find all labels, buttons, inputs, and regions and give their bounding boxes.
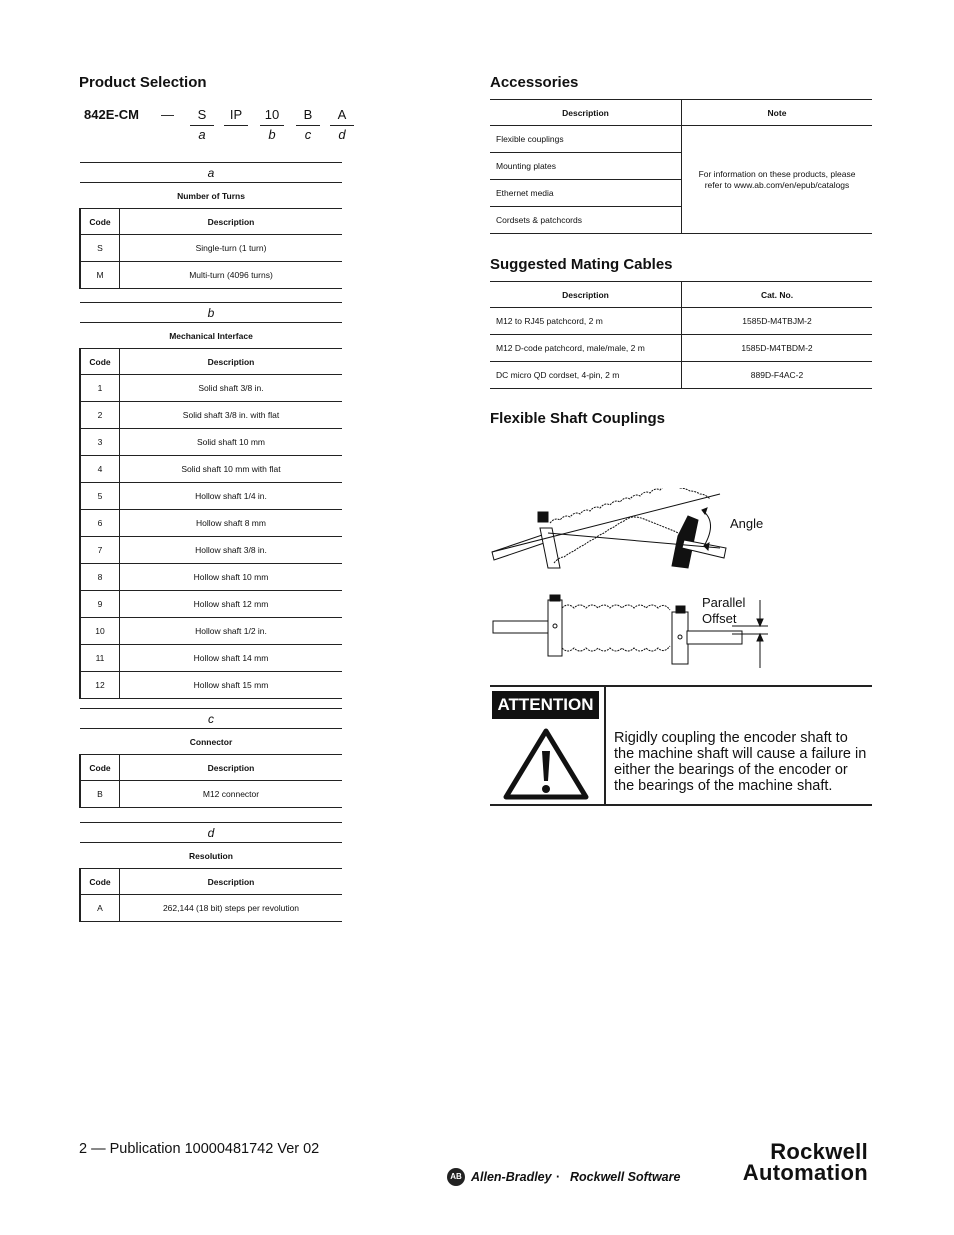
rockwell-logo-line1: Rockwell [770,1139,868,1164]
row-code: A [80,895,120,922]
code-letter-b: b [268,127,276,142]
table-row [80,591,342,618]
code-header: Code [80,869,120,895]
row-description: M12 connector [120,781,343,808]
row-description: Hollow shaft 12 mm [120,591,343,618]
table-row [80,645,342,672]
table-row [80,618,342,645]
code-value-a: S [197,107,207,122]
code-header: Code [80,755,120,781]
description-header: Description [490,100,682,126]
attention-divider [604,687,606,804]
table-row [80,375,342,402]
product-selection-title: Product Selection [79,74,207,91]
description-header: Description [120,755,343,781]
accessories-note: For information on these products, please refer to www.ab.com/en/epub/catalogs [682,126,873,234]
accessories-title: Accessories [490,74,579,91]
table-row [80,564,342,591]
code-underline [296,125,320,126]
row-code: 6 [80,510,120,537]
row-code: 8 [80,564,120,591]
part-number-dash: — [161,107,174,122]
section-title: Number of Turns [80,183,342,209]
description-header: Description [120,869,343,895]
row-code: 5 [80,483,120,510]
row-code: 7 [80,537,120,564]
code-underline [190,125,214,126]
row-description: Solid shaft 3/8 in. [120,375,343,402]
table-row [80,483,342,510]
publication-footer: 2 — Publication 10000481742 Ver 02 [79,1141,320,1157]
note-header: Note [682,100,873,126]
angle-label: Angle [730,516,764,531]
row-description: Hollow shaft 10 mm [120,564,343,591]
cable-description: DC micro QD cordset, 4-pin, 2 m [490,362,682,389]
section-letter: b [80,303,342,323]
cable-cat-no: 1585D-M4TBJM-2 [682,308,873,335]
attention-box [490,685,872,806]
table-row [80,510,342,537]
attention-label: ATTENTION [492,691,599,719]
table-row [490,126,872,153]
row-description: Hollow shaft 1/4 in. [120,483,343,510]
table-row [80,537,342,564]
row-code: 10 [80,618,120,645]
table-row [80,895,342,922]
offset-label: Offset [702,611,737,626]
connector-table [79,708,342,808]
rockwell-software-brand: Rockwell Software [570,1170,681,1184]
accessories-table [490,99,872,234]
row-description: Hollow shaft 14 mm [120,645,343,672]
code-value-c: B [303,107,313,122]
cable-description: M12 to RJ45 patchcord, 2 m [490,308,682,335]
code-value-d: A [337,107,347,122]
row-description: Single-turn (1 turn) [120,235,343,262]
row-description: Hollow shaft 15 mm [120,672,343,699]
section-letter: a [80,163,342,183]
rockwell-logo-line2: Automation [742,1160,868,1185]
row-description: Hollow shaft 1/2 in. [120,618,343,645]
row-code: M [80,262,120,289]
table-row [80,672,342,699]
table-row [80,456,342,483]
row-description: Solid shaft 10 mm [120,429,343,456]
brand-separator: · [556,1170,561,1184]
cable-cat-no: 889D-F4AC-2 [682,362,873,389]
couplings-title: Flexible Shaft Couplings [490,410,666,427]
row-code: 3 [80,429,120,456]
code-underline [330,125,354,126]
section-title: Connector [80,729,342,755]
row-description: 262,144 (18 bit) steps per revolution [120,895,343,922]
code-letter-c: c [304,127,312,142]
cat-no-header: Cat. No. [682,282,873,308]
description-header: Description [120,209,343,235]
code-value-ip: IP [229,107,243,122]
cable-cat-no: 1585D-M4TBDM-2 [682,335,873,362]
table-row [80,262,342,289]
angle-misalignment-illustration [492,488,726,568]
cable-description: M12 D-code patchcord, male/male, 2 m [490,335,682,362]
row-code: 9 [80,591,120,618]
part-number-base: 842E-CM [84,107,139,122]
row-code: B [80,781,120,808]
section-title: Mechanical Interface [80,323,342,349]
row-description: Hollow shaft 3/8 in. [120,537,343,564]
accessory-item: Ethernet media [490,180,682,207]
row-description: Multi-turn (4096 turns) [120,262,343,289]
mechanical-interface-table [79,302,342,699]
row-code: 11 [80,645,120,672]
code-letter-d: d [338,127,346,142]
table-row [490,362,872,389]
table-row [80,235,342,262]
table-row [80,402,342,429]
accessory-item: Cordsets & patchcords [490,207,682,234]
row-code: 12 [80,672,120,699]
accessory-item: Mounting plates [490,153,682,180]
section-letter: c [80,709,342,729]
row-code: 2 [80,402,120,429]
row-description: Solid shaft 10 mm with flat [120,456,343,483]
section-letter: d [80,823,342,843]
code-value-b: 10 [264,107,280,122]
table-row [80,429,342,456]
table-row [490,335,872,362]
code-underline [260,125,284,126]
cables-table [490,281,872,389]
description-header: Description [120,349,343,375]
table-row [490,308,872,335]
row-description: Solid shaft 3/8 in. with flat [120,402,343,429]
row-description: Hollow shaft 8 mm [120,510,343,537]
table-row [80,781,342,808]
accessory-item: Flexible couplings [490,126,682,153]
code-header: Code [80,349,120,375]
attention-text: Rigidly coupling the encoder shaft to the machine shaft will cause a failure in either the bearings of the encoder or the bearings of the machine shaft. [614,730,867,794]
row-code: S [80,235,120,262]
parallel-label: Parallel [702,595,746,610]
allen-bradley-brand: Allen-Bradley [471,1170,552,1184]
warning-icon [502,727,590,801]
section-title: Resolution [80,843,342,869]
resolution-table [79,822,342,922]
turns-table [79,162,342,289]
code-letter-a: a [198,127,206,142]
code-header: Code [80,209,120,235]
row-code: 4 [80,456,120,483]
allen-bradley-logo-icon: AB [447,1168,465,1186]
cables-title: Suggested Mating Cables [490,256,673,273]
row-code: 1 [80,375,120,402]
code-underline [224,125,248,126]
description-header: Description [490,282,682,308]
